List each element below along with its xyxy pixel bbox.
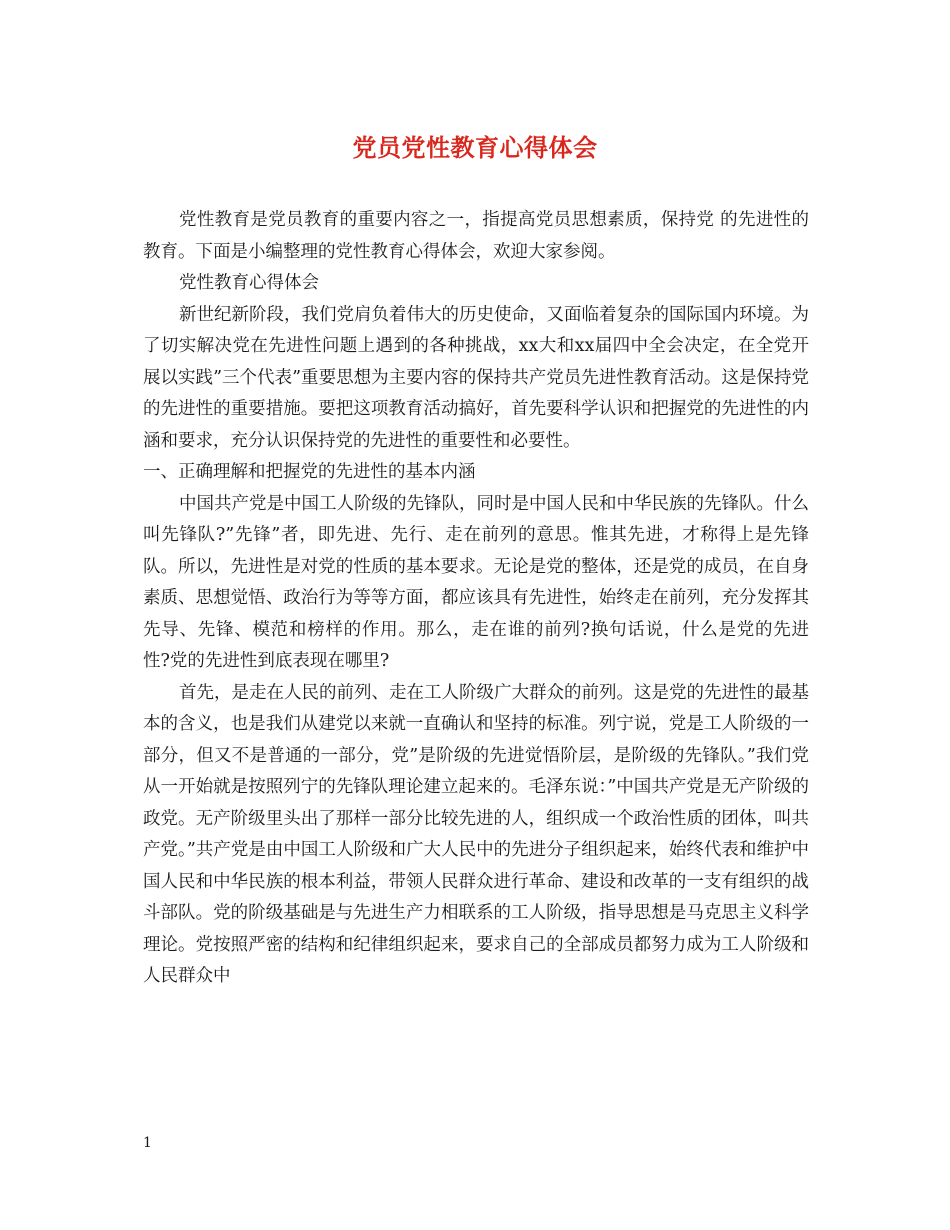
paragraph-vanguard: 中国共产党是中国工人阶级的先锋队，同时是中国人民和中华民族的先锋队。什么叫先锋队?”先锋”者，即先进、先行、走在前列的意思。惟其先进，才称得上是先锋队。所以，先进性是对党的性质的基本要求。无论是党的整体，还是党的成员，在自身素质、思想觉悟、政治行为等等方面，都应该具有先进性，始终走在前列，充分发挥其先导、先锋、模范和榜样的作用。那么，走在谁的前列?换句话说，什么是党的先进性?党的先进性到底表现在哪里? xyxy=(143,493,809,671)
paragraph-subtitle: 党性教育心得体会 xyxy=(179,273,319,293)
document-title: 党员党性教育心得体会 xyxy=(352,133,598,162)
document-body xyxy=(143,205,809,993)
page-number: 1 xyxy=(143,1135,152,1151)
paragraph-context: 新世纪新阶段，我们党肩负着伟大的历史使命，又面临着复杂的国际国内环境。为了切实解决党在先进性问题上遇到的各种挑战，xx大和xx届四中全会决定，在全党开展以实践”三个代表”重要思想为主要内容的保持共产党员先进性教育活动。这是保持党的先进性的重要措施。要把这项教育活动搞好，首先要科学认识和把握党的先进性的内涵和要求，充分认识保持党的先进性的重要性和必要性。 xyxy=(143,304,809,451)
section-heading-1: 一、正确理解和把握党的先进性的基本内涵 xyxy=(143,462,476,482)
paragraph-intro: 党性教育是党员教育的重要内容之一，指提高党员思想素质，保持党 的先进性的教育。下面是小编整理的党性教育心得体会，欢迎大家参阅。 xyxy=(143,210,809,262)
paragraph-first: 首先，是走在人民的前列、走在工人阶级广大群众的前列。这是党的先进性的最基本的含义，也是我们从建党以来就一直确认和坚持的标准。列宁说，党是工人阶级的一部分，但又不是普通的一部分，党”是阶级的先进觉悟阶层，是阶级的先锋队。”我们党从一开始就是按照列宁的先锋队理论建立起来的。毛泽东说：”中国共产党是无产阶级的政党。无产阶级里头出了那样一部分比较先进的人，组织成一个政治性质的团体，叫共产党。”共产党是由中国工人阶级和广大人民中的先进分子组织起来，始终代表和维护中国人民和中华民族的根本利益，带领人民群众进行革命、建设和改革的一支有组织的战斗部队。党的阶级基础是与先进生产力相联系的工人阶级，指导思想是马克思主义科学理论。党按照严密的结构和纪律组织起来，要求自己的全部成员都努力成为工人阶级和人民群众中 xyxy=(143,682,809,986)
